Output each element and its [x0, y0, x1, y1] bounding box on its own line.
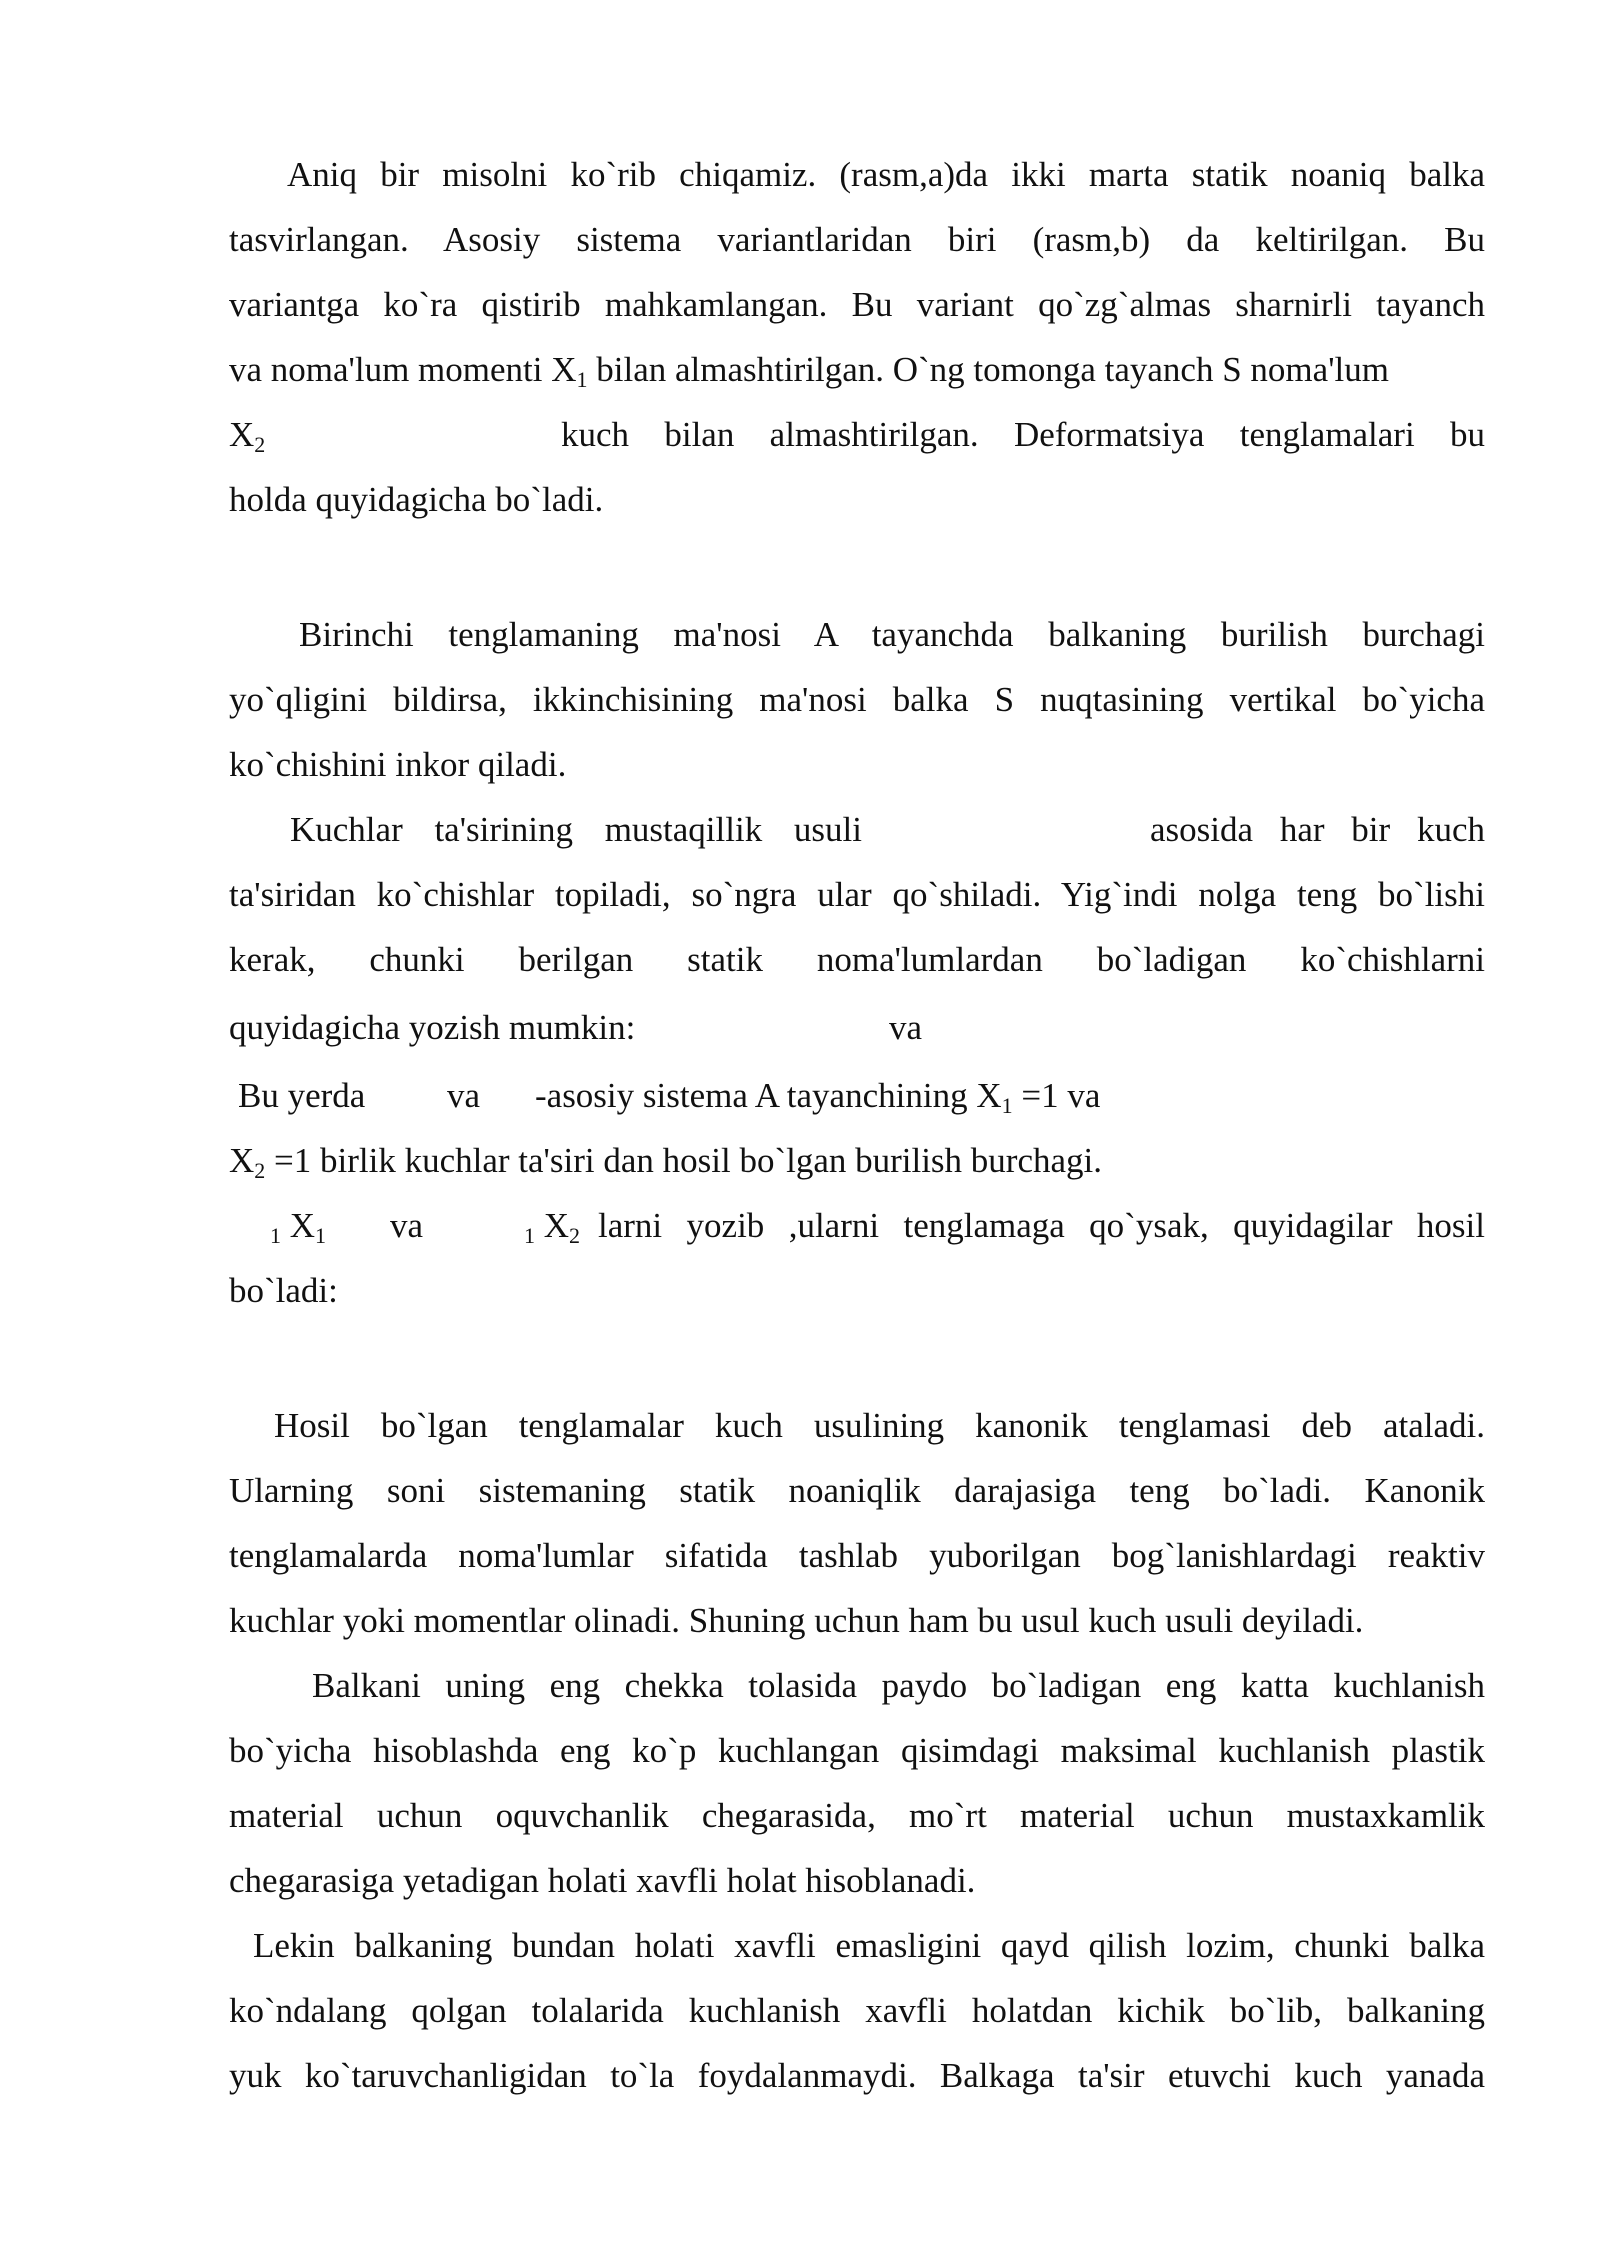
text-line: va — [889, 1008, 923, 1047]
text-line — [229, 1138, 1485, 1184]
text-line: bo`yicha hisoblashda eng ko`p kuchlangan qisimdagi maksimal kuchlanish plastik — [229, 1731, 1485, 1770]
text-fragment: va noma'lum momenti X — [229, 350, 577, 389]
text-line: Lekin balkaning bundan holati xavfli emasligini qayd qilish lozim, chunki balka — [253, 1926, 1485, 1965]
text-line: Birinchi tenglamaning ma'nosi A tayanchda balkaning burilish burchagi — [299, 615, 1485, 654]
text-line: Ularning soni sistemaning statik noaniqlik darajasiga teng bo`ladi. Kanonik — [229, 1471, 1485, 1510]
subscript: 1 — [315, 1223, 327, 1248]
text-line: quyidagicha yozish mumkin: — [229, 1008, 636, 1047]
text-line — [229, 347, 1485, 393]
text-fragment: X — [229, 1141, 255, 1180]
text-line: ta'siridan ko`chishlar topiladi, so`ngra ular qo`shiladi. Yig`indi nolga teng bo`lishi — [229, 875, 1485, 914]
text-line: Aniq bir misolni ko`rib chiqamiz. (rasm,a)da ikki marta statik noaniq balka — [287, 155, 1485, 194]
text-line: Balkani uning eng chekka tolasida paydo bo`ladigan eng katta kuchlanish — [312, 1666, 1485, 1705]
text-fragment: X — [543, 1206, 570, 1245]
subscript: 1 — [270, 1223, 281, 1248]
text-line: yo`qligini bildirsa, ikkinchisining ma'nosi balka S nuqtasining vertikal bo`yicha — [229, 680, 1485, 719]
text-line: va — [447, 1076, 481, 1115]
text-line: kuchlar yoki momentlar olinadi. Shuning uchun ham bu usul kuch usuli deyiladi. — [229, 1601, 1364, 1640]
subscript: 2 — [254, 432, 266, 457]
text-line: asosida har bir kuch — [1150, 810, 1485, 849]
subscript: 2 — [569, 1223, 581, 1248]
text-line: kuch bilan almashtirilgan. Deformatsiya tenglamalari bu — [561, 415, 1485, 454]
text-line: material uchun oquvchanlik chegarasida, mo`rt material uchun mustaxkamlik — [229, 1796, 1485, 1835]
text-line: ko`chishini inkor qiladi. — [229, 745, 567, 784]
subscript: 2 — [254, 1158, 266, 1183]
text-line: chegarasiga yetadigan holati xavfli holat hisoblanadi. — [229, 1861, 976, 1900]
text-line: variantga ko`ra qistirib mahkamlangan. Bu variant qo`zg`almas sharnirli tayanch — [229, 285, 1485, 324]
text-fragment: =1 va — [1012, 1076, 1101, 1115]
text-line: ko`ndalang qolgan tolalarida kuchlanish xavfli holatdan kichik bo`lib, balkaning — [229, 1991, 1485, 2030]
text-line: bo`ladi: — [229, 1271, 338, 1310]
text-line: Hosil bo`lgan tenglamalar kuch usulining kanonik tenglamasi deb ataladi. — [274, 1406, 1485, 1445]
subscript: 1 — [1001, 1093, 1013, 1118]
text-line: Bu yerda — [238, 1076, 366, 1115]
text-fragment: X — [229, 415, 255, 454]
text-line — [524, 1203, 594, 1249]
text-line: tasvirlangan. Asosiy sistema variantlaridan biri (rasm,b) da keltirilgan. Bu — [229, 220, 1485, 259]
text-line: holda quyidagicha bo`ladi. — [229, 480, 604, 519]
text-line — [535, 1073, 1255, 1119]
text-fragment: =1 birlik kuchlar ta'siri dan hosil bo`lgan burilish burchagi. — [265, 1141, 1102, 1180]
subscript: 1 — [576, 367, 588, 392]
text-line: va — [390, 1206, 424, 1245]
text-line: Kuchlar ta'sirining mustaqillik usuli — [290, 810, 862, 849]
text-line: kerak, chunki berilgan statik noma'lumlardan bo`ladigan ko`chishlarni — [229, 940, 1485, 979]
text-line — [270, 1203, 340, 1249]
text-line: yuk ko`taruvchanligidan to`la foydalanmaydi. Balkaga ta'sir etuvchi kuch yanada — [229, 2056, 1485, 2095]
text-line: larni yozib ,ularni tenglamaga qo`ysak, quyidagilar hosil — [598, 1206, 1485, 1245]
text-fragment: bilan almashtirilgan. O`ng tomonga tayanch S noma'lum — [587, 350, 1389, 389]
text-fragment: -asosiy sistema A tayanchining X — [535, 1076, 1002, 1115]
subscript: 1 — [524, 1223, 535, 1248]
text-fragment: X — [289, 1206, 316, 1245]
text-line: tenglamalarda noma'lumlar sifatida tashlab yuborilgan bog`lanishlardagi reaktiv — [229, 1536, 1485, 1575]
